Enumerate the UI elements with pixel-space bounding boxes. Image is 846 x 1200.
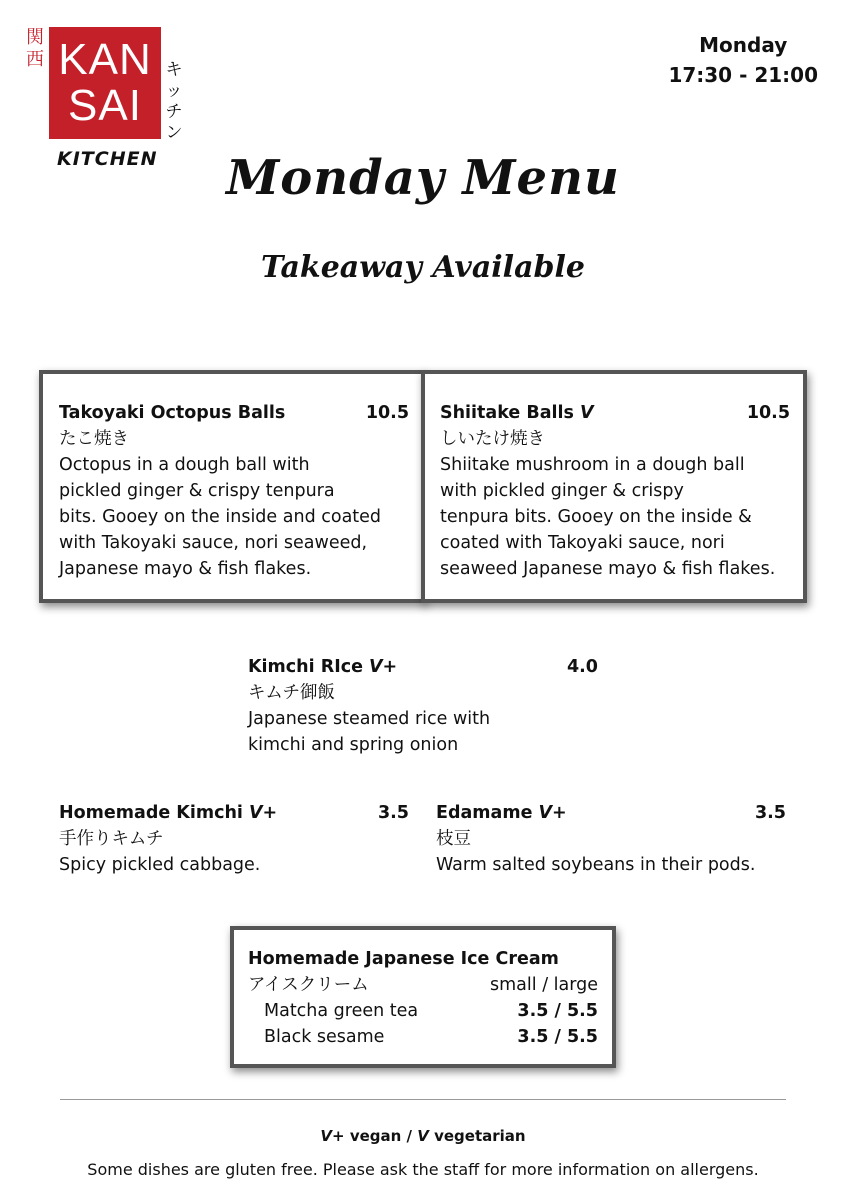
item-description-line: coated with Takoyaki sauce, nori (440, 533, 725, 553)
logo-kana-1: キ (165, 60, 183, 80)
item-name: Homemade Japanese Ice Cream (248, 949, 559, 969)
hours-day: Monday (699, 33, 788, 57)
item-price: 3.5 (377, 803, 409, 823)
menu-item-homemade-kimchi (59, 800, 409, 878)
logo-kana-3: チ (165, 102, 183, 122)
page-title: Monday Menu (226, 150, 620, 206)
item-description-line: with pickled ginger & crispy (440, 481, 684, 501)
item-description-line: Warm salted soybeans in their pods. (436, 855, 756, 875)
logo-line-2: SAI (68, 81, 142, 130)
flavor-price: 3.5 / 5.5 (517, 1027, 598, 1047)
item-japanese-name: たこ焼き (59, 429, 129, 449)
divider (60, 1099, 786, 1100)
size-labels: small / large (490, 975, 598, 995)
item-description-line: Octopus in a dough ball with (59, 455, 310, 475)
flavor-row (248, 998, 598, 1024)
item-name: Homemade Kimchi (59, 803, 243, 823)
logo-kana (163, 60, 185, 144)
item-name: Shiitake Balls (440, 403, 574, 423)
item-japanese-name: キムチ御飯 (248, 683, 335, 703)
ice-cream-subheader (248, 972, 598, 998)
item-description-line: with Takoyaki sauce, nori seaweed, (59, 533, 368, 553)
diet-mark: V+ (368, 657, 398, 677)
diet-legend (0, 1127, 846, 1145)
page-subtitle: Takeaway Available (261, 250, 585, 285)
item-price: 4.0 (566, 657, 598, 677)
allergen-note: Some dishes are gluten free. Please ask the staff for more information on allergens. (87, 1160, 759, 1179)
item-name: Edamame (436, 803, 533, 823)
menu-item-takoyaki (59, 400, 409, 582)
logo-kana-4: ン (165, 123, 183, 143)
item-description-line: Shiitake mushroom in a dough ball (440, 455, 745, 475)
hours-time: 17:30 - 21:00 (668, 63, 818, 87)
diet-mark: V+ (538, 803, 567, 823)
item-price: 10.5 (365, 403, 409, 423)
logo-kitchen: KITCHEN (57, 148, 158, 170)
item-japanese-name: しいたけ焼き (440, 429, 545, 449)
item-japanese-name: 手作りキムチ (59, 829, 164, 849)
logo-line-1: KAN (58, 35, 152, 84)
menu-item-ice-cream (248, 946, 598, 1050)
diet-mark: V (579, 403, 594, 423)
logo-kanji-1: 関 (26, 27, 44, 48)
flavor-row (248, 1024, 598, 1050)
item-description-line: kimchi and spring onion (248, 735, 459, 755)
item-description-line: tenpura bits. Gooey on the inside & (440, 507, 752, 527)
menu-item-kimchi-rice (248, 654, 598, 758)
opening-hours (668, 30, 818, 90)
item-description-line: Japanese mayo & fish flakes. (59, 559, 312, 579)
logo (49, 27, 161, 139)
item-japanese-name: 枝豆 (436, 829, 471, 849)
item-description-line: Spicy pickled cabbage. (59, 855, 261, 875)
logo-kanji (24, 27, 46, 71)
item-description-line: bits. Gooey on the inside and coated (59, 507, 382, 527)
vegetarian-label: vegetarian (434, 1127, 526, 1145)
item-name: Takoyaki Octopus Balls (59, 403, 286, 423)
flavor-name: Black sesame (264, 1027, 385, 1047)
flavor-name: Matcha green tea (264, 1001, 419, 1021)
item-description-line: Japanese steamed rice with (248, 709, 491, 729)
diet-mark: V+ (248, 803, 278, 823)
menu-item-shiitake (440, 400, 790, 582)
logo-kanji-2: 西 (26, 49, 44, 70)
item-name: Kimchi RIce (248, 657, 363, 677)
item-description-line: seaweed Japanese mayo & fish flakes. (440, 559, 776, 579)
flavor-price: 3.5 / 5.5 (517, 1001, 598, 1021)
item-description-line: pickled ginger & crispy tenpura (59, 481, 335, 501)
menu-item-edamame (436, 800, 786, 878)
vegan-mark: V+ (320, 1127, 345, 1145)
logo-kana-2: ッ (165, 81, 183, 101)
item-japanese-name: アイスクリーム (248, 975, 369, 995)
vegan-label: vegan / (349, 1127, 413, 1145)
item-price: 10.5 (746, 403, 790, 423)
item-price: 3.5 (754, 803, 786, 823)
vegetarian-mark: V (417, 1127, 429, 1145)
